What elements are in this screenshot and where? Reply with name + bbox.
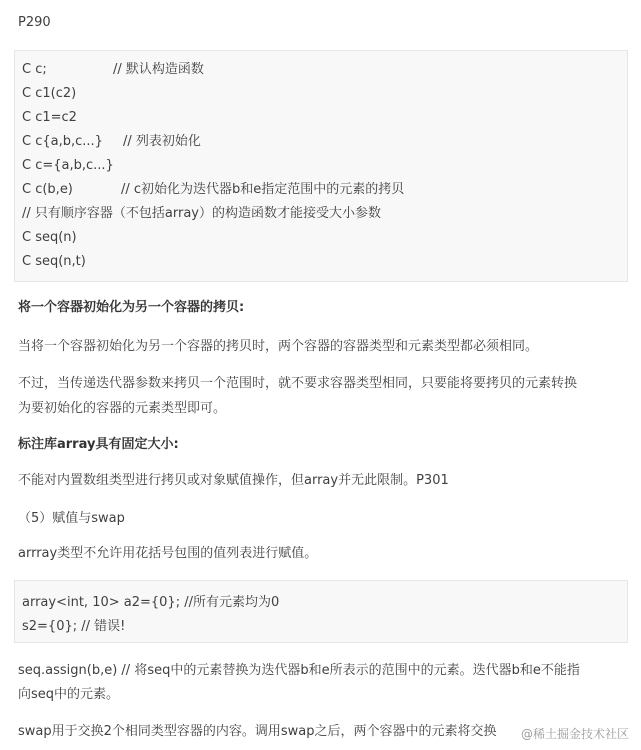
paragraph: 为要初始化的容器的元素类型即可。 (18, 401, 227, 416)
code-line: C seq(n) (22, 230, 77, 245)
paragraph: 不能对内置数组类型进行拷贝或对象赋值操作，但array并无此限制。P301 (18, 473, 449, 488)
code-line: C c{a,b,c...} (22, 134, 103, 149)
code-line: C c1(c2) (22, 86, 77, 101)
paragraph: swap用于交换2个相同类型容器的内容。调用swap之后，两个容器中的元素将交换 (18, 724, 497, 739)
code-comment: // 默认构造函数 (113, 62, 204, 77)
page-reference: P290 (18, 15, 51, 30)
paragraph: 当将一个容器初始化为另一个容器的拷贝时，两个容器的容器类型和元素类型都必须相同。 (18, 339, 539, 354)
paragraph: arrray类型不允许用花括号包围的值列表进行赋值。 (18, 546, 318, 561)
paragraph: 向seq中的元素。 (18, 687, 120, 702)
code-block-assignment (14, 580, 628, 643)
code-comment: // 列表初始化 (123, 134, 201, 149)
subsection-title: （5）赋值与swap (18, 511, 125, 526)
code-line: C c(b,e) (22, 182, 73, 197)
code-line: C seq(n,t) (22, 254, 86, 269)
code-block-constructors (14, 50, 628, 282)
code-line: C c1=c2 (22, 110, 77, 125)
section-heading: 将一个容器初始化为另一个容器的拷贝: (18, 300, 245, 315)
paragraph: 不过，当传递迭代器参数来拷贝一个范围时，就不要求容器类型相同，只要能将要拷贝的元素转换 (18, 376, 578, 391)
paragraph: seq.assign(b,e) // 将seq中的元素替换为迭代器b和e所表示的范围中的元素。迭代器b和e不能指 (18, 663, 580, 678)
watermark: @稀土掘金技术社区 (520, 727, 629, 741)
section-heading: 标注库array具有固定大小: (18, 437, 179, 452)
code-line: array<int, 10> a2={0}; //所有元素均为0 (22, 595, 280, 610)
code-line: C c; (22, 62, 47, 77)
code-line: C c={a,b,c...} (22, 158, 114, 173)
code-comment: // c初始化为迭代器b和e指定范围中的元素的拷贝 (121, 182, 405, 197)
code-line: // 只有顺序容器（不包括array）的构造函数才能接受大小参数 (22, 206, 381, 221)
code-line: s2={0}; // 错误! (22, 619, 126, 634)
